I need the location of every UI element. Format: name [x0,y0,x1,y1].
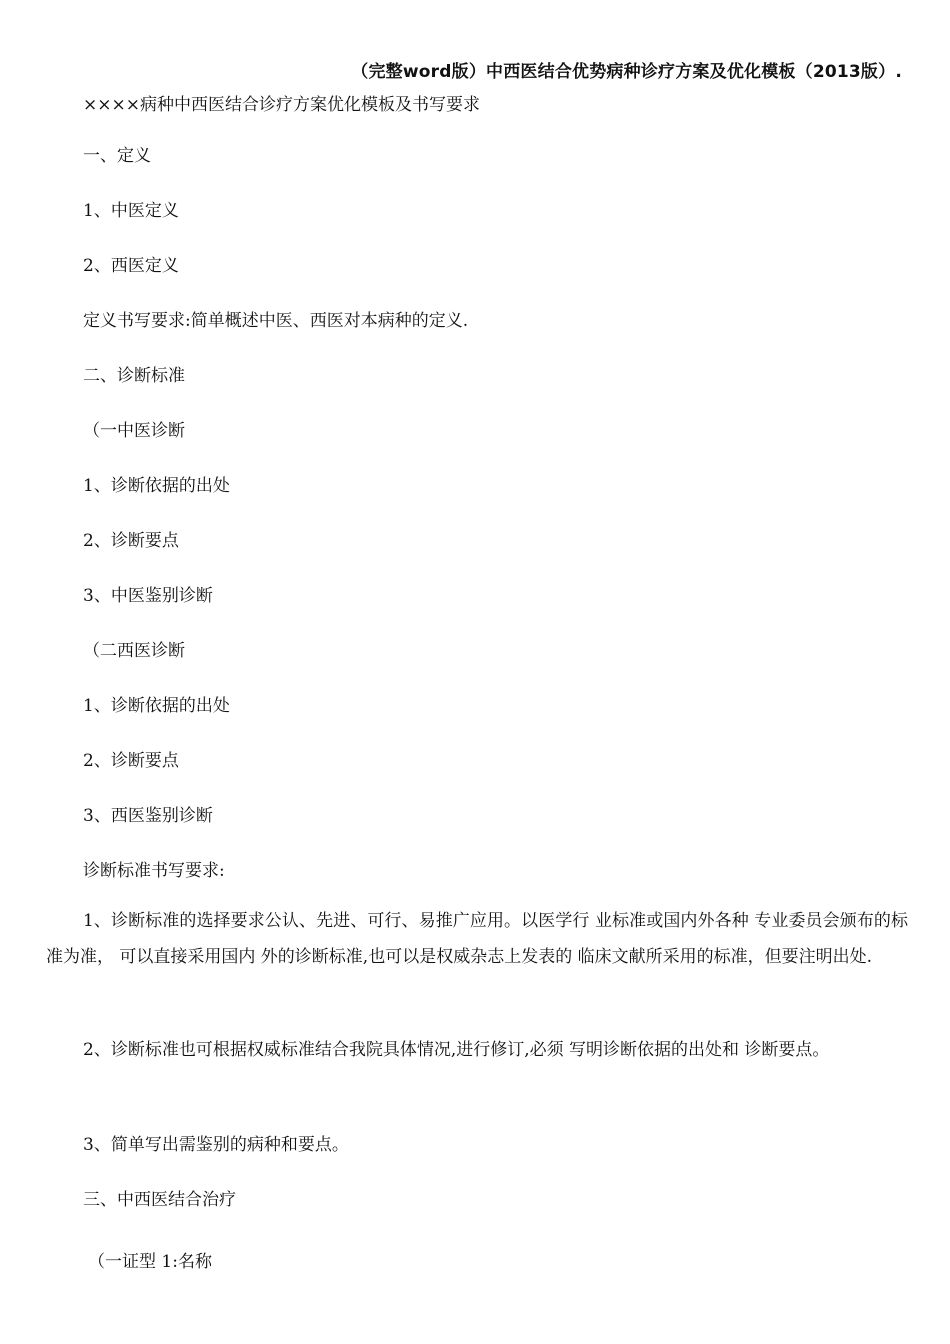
item-tcm-differential: 3、中医鉴别诊断 [83,586,213,606]
item-tcm-definition: 1、中医定义 [83,201,179,221]
item-tcm-basis-source: 1、诊断依据的出处 [83,476,230,496]
subheading-western-diagnosis: （二西医诊断 [83,641,185,661]
diagnosis-requirement-heading: 诊断标准书写要求: [83,861,225,881]
document-title: ××××病种中西医结合诊疗方案优化模板及书写要求 [83,95,480,115]
item-western-definition: 2、西医定义 [83,256,179,276]
item-western-differential: 3、西医鉴别诊断 [83,806,213,826]
document-header: （完整word版）中西医结合优势病种诊疗方案及优化模板（2013版）. [351,62,902,82]
definition-requirement: 定义书写要求:简单概述中医、西医对本病种的定义. [83,311,469,331]
item-tcm-key-points: 2、诊断要点 [83,531,179,551]
item-western-basis-source: 1、诊断依据的出处 [83,696,230,716]
subheading-tcm-diagnosis: （一中医诊断 [83,421,185,441]
requirement-paragraph-2: 2、诊断标准也可根据权威标准结合我院具体情况,进行修订,必须 写明诊断依据的出处和 诊断要点。 [83,1040,830,1060]
heading-definition: 一、定义 [83,146,151,166]
heading-diagnosis-criteria: 二、诊断标准 [83,366,185,386]
requirement-item-3: 3、简单写出需鉴别的病种和要点。 [83,1135,349,1155]
requirement-paragraph-1: 1、诊断标准的选择要求公认、先进、可行、易推广应用。以医学行 业标准或国内外各种 专业委员会颁布的标准为准， 可以直接采用国内 外的诊断标准,也可以是权威杂志上发表的 临床文献所采用的标准，但要注明出处. [46,911,908,967]
syndrome-type-label: （一证型 1:名称 [88,1252,212,1272]
heading-integrated-treatment: 三、中西医结合治疗 [83,1190,236,1210]
item-western-key-points: 2、诊断要点 [83,751,179,771]
